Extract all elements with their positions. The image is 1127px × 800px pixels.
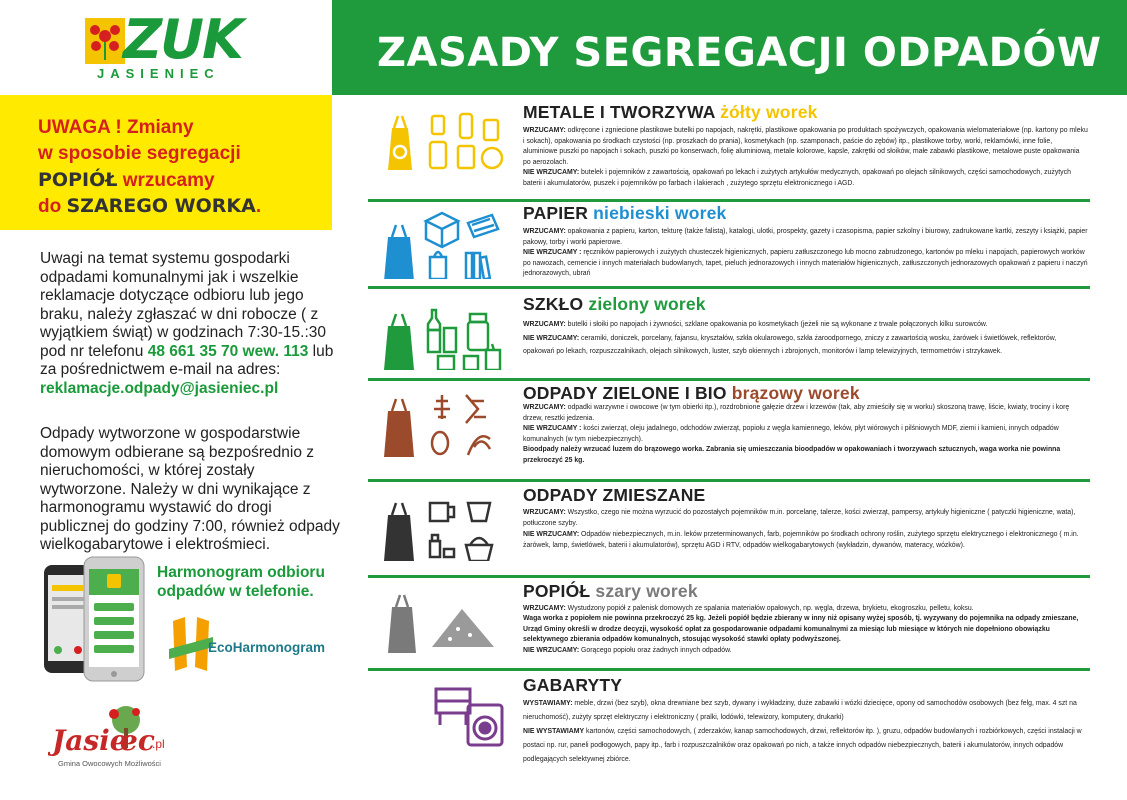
body-label: NIE WRZUCAMY : bbox=[523, 249, 582, 257]
bio-icons bbox=[382, 389, 510, 459]
body-text: butelki i słoiki po napojach i żywności, szklane opakowania po kosmetykach (jeżeli nie są wykonane z trwale połączonych kilku surowców. bbox=[565, 321, 988, 328]
notice-line-3 bbox=[38, 167, 215, 194]
svg-text:ec: ec bbox=[120, 724, 155, 757]
section-title-text: METALE I TWORZYWA bbox=[523, 102, 721, 122]
body-label: NIE WRZUCAMY : bbox=[523, 425, 582, 433]
body-label: NIE WRZUCAMY: bbox=[523, 334, 580, 342]
ash-icons bbox=[382, 587, 510, 657]
body-text: Gorącego popiołu oraz żadnych innych odpadów. bbox=[579, 646, 732, 654]
notice-line-1: UWAGA ! Zmiany bbox=[38, 117, 194, 138]
contact-phone: 48 661 35 70 wew. 113 bbox=[147, 342, 309, 360]
notice-post: . bbox=[255, 196, 262, 217]
body-label: WRZUCAMY: bbox=[523, 509, 566, 516]
logo-sub: JASIENIEC bbox=[97, 66, 220, 81]
body-text: ceramiki, doniczek, porcelany, fajansu, kryształów, szkła okularowego, szkła żaroodpornego, zniczy z zawartością wosku, żarówek i świetlówek, reflektorów, opakowań po lekach, rozpuszczalnikach, olejach silnikowych, luster, szyb okiennych i zbrojonych, monitorów i lamp telewizyjnych, termometrów i strzykawek. bbox=[523, 334, 1057, 355]
body-text: kartonów, części samochodowych, ( zderzaków, kanap samochodowych, drzwi, reflektorów itp. ), gruzu, odpadów budowlanych i rozbiórkowych, części instalacji w postaci np. rur, paneli podłogowych, papy itp., farb i rozpuszczalników oraz opakowań po nich, a także innych odpadów niebezpiecznych, baterii i akumulatorów, innych odpadów podlegających selektywnej zbiórce. bbox=[523, 728, 1082, 763]
body-text: odpadki warzywne i owocowe (w tym obierki itp.), rozdrobnione gałęzie drzew i krzewów (tak, aby zmieściły się w worku) skoszoną trawę, liście, kwiaty, trociny i korę drzew, resztki jedzenia. bbox=[523, 404, 1070, 422]
section-divider bbox=[368, 286, 1090, 289]
section-title bbox=[523, 102, 818, 123]
notice-pre: do bbox=[38, 196, 67, 217]
body-label: Waga worka z popiołem nie powinna przekroczyć 25 kg. Jeżeli popiół będzie zbierany w inny niż opisany wyżej sposób, tj. wyzywany do pojemnika na odpady zmieszane, Urząd Gminy określi w drodze decyzji, wysokość opłat za gospodarowanie odpadami komunalnymi za miesiąc lub miesiące w których nie dopełniono obowiązku selektywnego zbierania odpadów komunalnych, stosując wysokość stawki opłaty podwyższonej. bbox=[523, 615, 1079, 644]
notice-box bbox=[0, 95, 332, 230]
section-glass bbox=[368, 292, 1090, 381]
body-label: Bioodpady należy wrzucać luzem do brązowego worka. Zabrania się umieszczania bioodpadów w opakowaniach i tworzywach sztucznych, waga worka nie powinna przekroczyć 25 kg. bbox=[523, 446, 1061, 464]
body-label: WRZUCAMY: bbox=[523, 127, 566, 134]
jasieniec-logo bbox=[48, 698, 178, 778]
paper-icons bbox=[382, 209, 510, 279]
section-title: ODPADY ZMIESZANE bbox=[523, 485, 706, 505]
section-title-text: POPIÓŁ bbox=[523, 581, 596, 601]
section-ash bbox=[368, 579, 1090, 671]
jasieniec-wordmark: Jasie bbox=[52, 724, 128, 757]
contact-info bbox=[40, 250, 340, 398]
body-label: WYSTAWIAMY: bbox=[523, 700, 573, 707]
notice-line-4 bbox=[38, 193, 261, 220]
section-metals bbox=[368, 100, 1090, 202]
section-body bbox=[523, 227, 1088, 280]
notice-rest-1: wrzucamy bbox=[117, 170, 215, 191]
section-title bbox=[523, 383, 860, 404]
section-body bbox=[523, 697, 1088, 767]
section-title bbox=[523, 203, 726, 224]
svg-text:.pl: .pl bbox=[152, 737, 165, 751]
body-label: WRZUCAMY: bbox=[523, 228, 566, 235]
body-label: NIE WRZUCAMY: bbox=[523, 169, 580, 177]
contact-email[interactable]: reklamacje.odpady@jasieniec.pl bbox=[40, 379, 279, 397]
section-bag-label: zielony worek bbox=[588, 294, 706, 314]
section-bag-label: żółty worek bbox=[720, 102, 818, 122]
section-paper bbox=[368, 201, 1090, 289]
body-label: NIE WRZUCAMY: bbox=[523, 530, 580, 538]
section-mixed bbox=[368, 483, 1090, 578]
body-text: butelek i pojemników z zawartością, opakowań po lekach i zużytych artykułów medycznych, opakowań po olejach silnikowych, części samochodowych, zużytych baterii i akumulatorów, puszek i pojemników po farbach i lakierach , zużytego sprzętu elektronicznego i AGD. bbox=[523, 169, 1071, 187]
body-label: WRZUCAMY: bbox=[523, 321, 566, 328]
mixed-icons bbox=[382, 491, 510, 561]
notice-strong-1: POPIÓŁ bbox=[38, 169, 118, 191]
body-text: ręczników papierowych i zużytych chusteczek higienicznych, papieru zatłuszczonego lub mocno zabrudzonego, kartonów po mleku i napojach, papierowych worków po nawozach, cemencie i innych materiałach budowlanych, tapet, pieluch jednorazowych i innych materiałów higienicznych, zatłuszczonych jednorazowych opakowań z papieru i naczyń jednorazowych, ubrań bbox=[523, 249, 1088, 278]
body-text: opakowania z papieru, karton, tekturę (także falistą), katalogi, ulotki, prospekty, gazety i czasopisma, papier szkolny i biurowy, zadrukowane kartki, zeszyty i książki, papier pakowy, torby i worki papierowe. bbox=[523, 228, 1088, 246]
section-divider bbox=[368, 668, 1090, 671]
notice-line-2: w sposobie segregacji bbox=[38, 143, 241, 164]
notice-strong-2: SZAREGO WORKA bbox=[66, 195, 256, 217]
section-title bbox=[523, 581, 698, 602]
app-promo: Harmonogram odbioru odpadów w telefonie. bbox=[157, 564, 325, 600]
body-label: NIE WRZUCAMY: bbox=[523, 646, 580, 654]
section-bag-label: szary worek bbox=[595, 581, 698, 601]
phone-icon bbox=[42, 555, 152, 685]
body-text: odkręcone i zgniecione plastikowe butelki po napojach, nakrętki, plastikowe opakowania po produktach spożywczych, opakowania wielomateriałowe (np. kartony po mleku i sokach), opakowania po środkach czystości (np. proszkach do prania), kosmetykach (np. szamponach, paście do zębów) itp., plastikowe torby, worki, reklamówki, inne folie, aluminiowe puszki po napojach i sokach, puszki po konserwach, folię aluminiową, metale kolorowe, kapsle, zakrętki od słoików, małe zabawki plastikowe, metalowe puste opakowania po aerozolach. bbox=[523, 127, 1088, 166]
page-title: ZASADY SEGREGACJI ODPADÓW bbox=[377, 30, 1102, 76]
section-divider bbox=[368, 575, 1090, 578]
zuk-logo bbox=[85, 8, 265, 84]
logo-name: ZUK bbox=[123, 8, 242, 71]
body-label: WRZUCAMY: bbox=[523, 605, 566, 612]
section-bio bbox=[368, 381, 1090, 482]
section-title-text: PAPIER bbox=[523, 203, 594, 223]
section-bag-label: brązowy worek bbox=[731, 383, 860, 403]
body-label: WRZUCAMY: bbox=[523, 404, 566, 411]
bulky-icons bbox=[382, 681, 510, 751]
glass-icons bbox=[382, 300, 510, 370]
metals-icons bbox=[382, 108, 510, 178]
section-body bbox=[523, 126, 1088, 190]
section-title-text: SZKŁO bbox=[523, 294, 589, 314]
body-text: Odpadów niebezpiecznych, m.in. leków przeterminowanych, farb, pojemników po środkach ochrony roślin, zużytego sprzętu elektrycznego i elektronicznego ( m.in. żarówek, lamp, świetlówek, baterii i akumulatorów), sprzętu AGD i RTV, odpadów wielkogabarytowych (wykładzin, dywanów, materacy, wózków). bbox=[523, 530, 1079, 549]
section-divider bbox=[368, 479, 1090, 482]
section-title bbox=[523, 294, 706, 315]
contact-text-1: Uwagi na temat systemu gospodarki odpadami komunalnymi jak i wszelkie reklamacje dotyczące odbioru lub jego braku, należy zgłaszać w dni robocze ( z wyjątkiem świąt) w godzinach 7:30-15.:30 pod nr telefonu bbox=[40, 250, 327, 360]
body-text: Wystudzony popiół z palenisk domowych ze spalania materiałów opałowych, np. węgla, drzewa, brykietu, ekogroszku, pelletu, koksu. bbox=[565, 605, 974, 612]
section-body bbox=[523, 508, 1088, 552]
body-text: Wszystko, czego nie można wyrzucić do pozostałych pojemników m.in. porcelanę, talerze, kości zwierząt, pampersy, artykuły higieniczne ( patyczki higieniczne, wata), potłuczone szyby. bbox=[523, 509, 1076, 527]
section-body bbox=[523, 604, 1088, 656]
contact-text-2: lub za pośrednictwem e-mail na adres: bbox=[40, 342, 334, 378]
body-label: NIE WYSTAWIAMY bbox=[523, 728, 585, 735]
section-body bbox=[523, 318, 1088, 359]
section-body bbox=[523, 403, 1088, 467]
flower-icon bbox=[85, 18, 125, 64]
section-title-text: ODPADY ZIELONE I BIO bbox=[523, 383, 732, 403]
page-header bbox=[332, 0, 1127, 95]
section-title: GABARYTY bbox=[523, 675, 623, 695]
section-bulky bbox=[368, 673, 1090, 773]
collection-info: Odpady wytworzone w gospodarstwie domowym odbierane są bezpośrednio z nieruchomości, w której zostały wytworzone. Należy w dni wynikające z harmonogramu wystawić do drogi publicznej do godziny 7:00, również odpady wielkogabarytowe i elektrośmieci. bbox=[40, 425, 340, 553]
svg-text:Gmina Owocowych Możliwości: Gmina Owocowych Możliwości bbox=[58, 759, 161, 768]
body-text: meble, drzwi (bez szyb), okna drewniane bez szyb, dywany i wykładziny, duże zabawki i wózki dziecięce, opony od samochodów osobowych (bez felg, max. 4 szt na nieruchomość), zużyty sprzęt elektryczny i elektroniczny ( pralki, lodówki, telewizory, komputery, drukarki) bbox=[523, 700, 1077, 721]
body-text: kości zwierząt, oleju jadalnego, odchodów zwierząt, popiołu z węgla kamiennego, leków, płyt wiórowych i pilśniowych MDF, ziemi i kamieni, innych odpadów komunalnych (w tym niebezpiecznych). bbox=[523, 425, 1059, 443]
app-name: EcoHarmonogram bbox=[208, 640, 326, 655]
section-bag-label: niebieski worek bbox=[593, 203, 727, 223]
